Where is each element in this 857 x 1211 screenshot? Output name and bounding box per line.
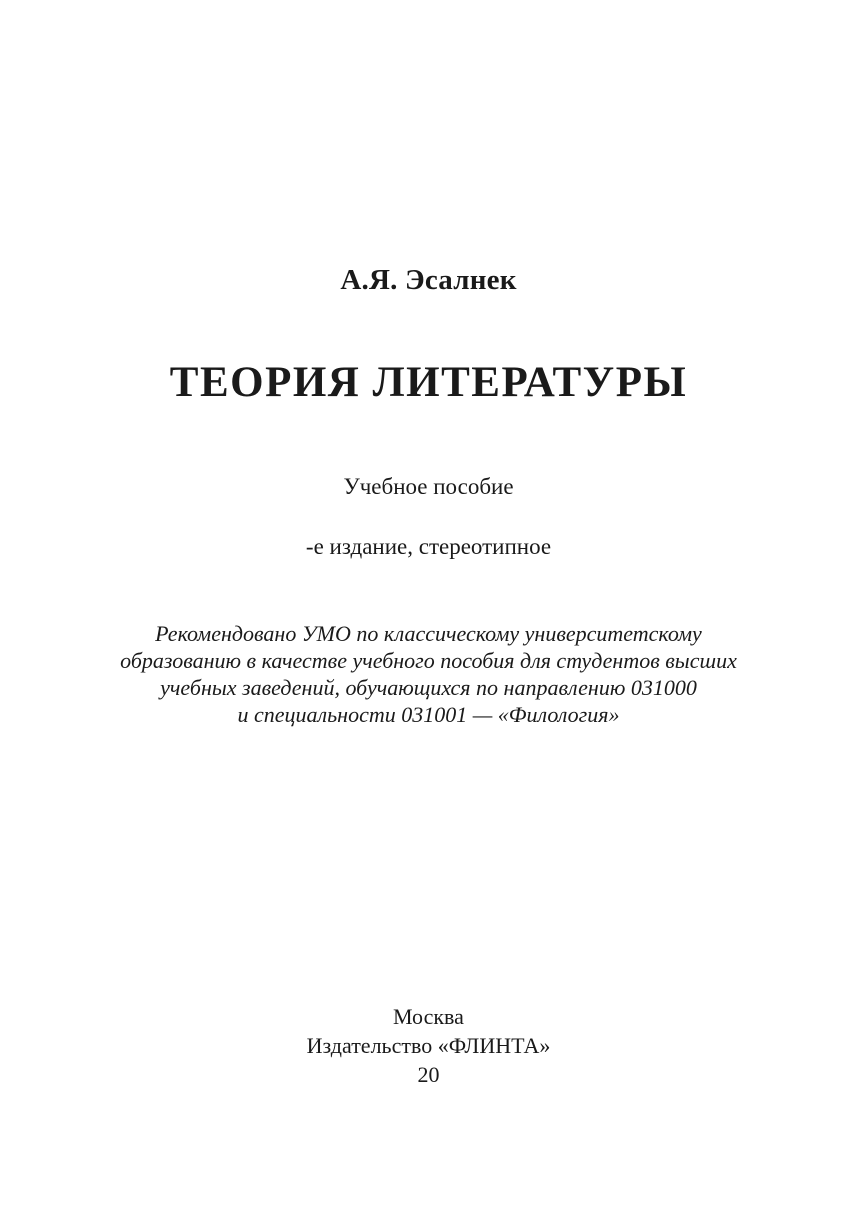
imprint-publisher: Издательство «ФЛИНТА»: [306, 1033, 551, 1058]
imprint-city: Москва: [393, 1004, 464, 1029]
recommendation-line: и специальности 031001 — «Филология»: [237, 702, 620, 727]
recommendation-line: образованию в качестве учебного пособия для студентов высших: [120, 648, 737, 673]
book-author: А.Я. Эсалнек: [340, 264, 517, 296]
book-edition: -е издание, стереотипное: [305, 534, 552, 559]
recommendation-line: учебных заведений, обучающихся по направлению 031000: [160, 675, 697, 700]
imprint-year: 20: [417, 1062, 440, 1087]
recommendation-block: [0, 620, 857, 728]
book-title: ТЕОРИЯ ЛИТЕРАТУРЫ: [169, 359, 688, 406]
imprint-block: [0, 1002, 857, 1089]
recommendation-line: Рекомендовано УМО по классическому университетскому: [155, 621, 702, 646]
book-subtitle: Учебное пособие: [343, 474, 514, 499]
